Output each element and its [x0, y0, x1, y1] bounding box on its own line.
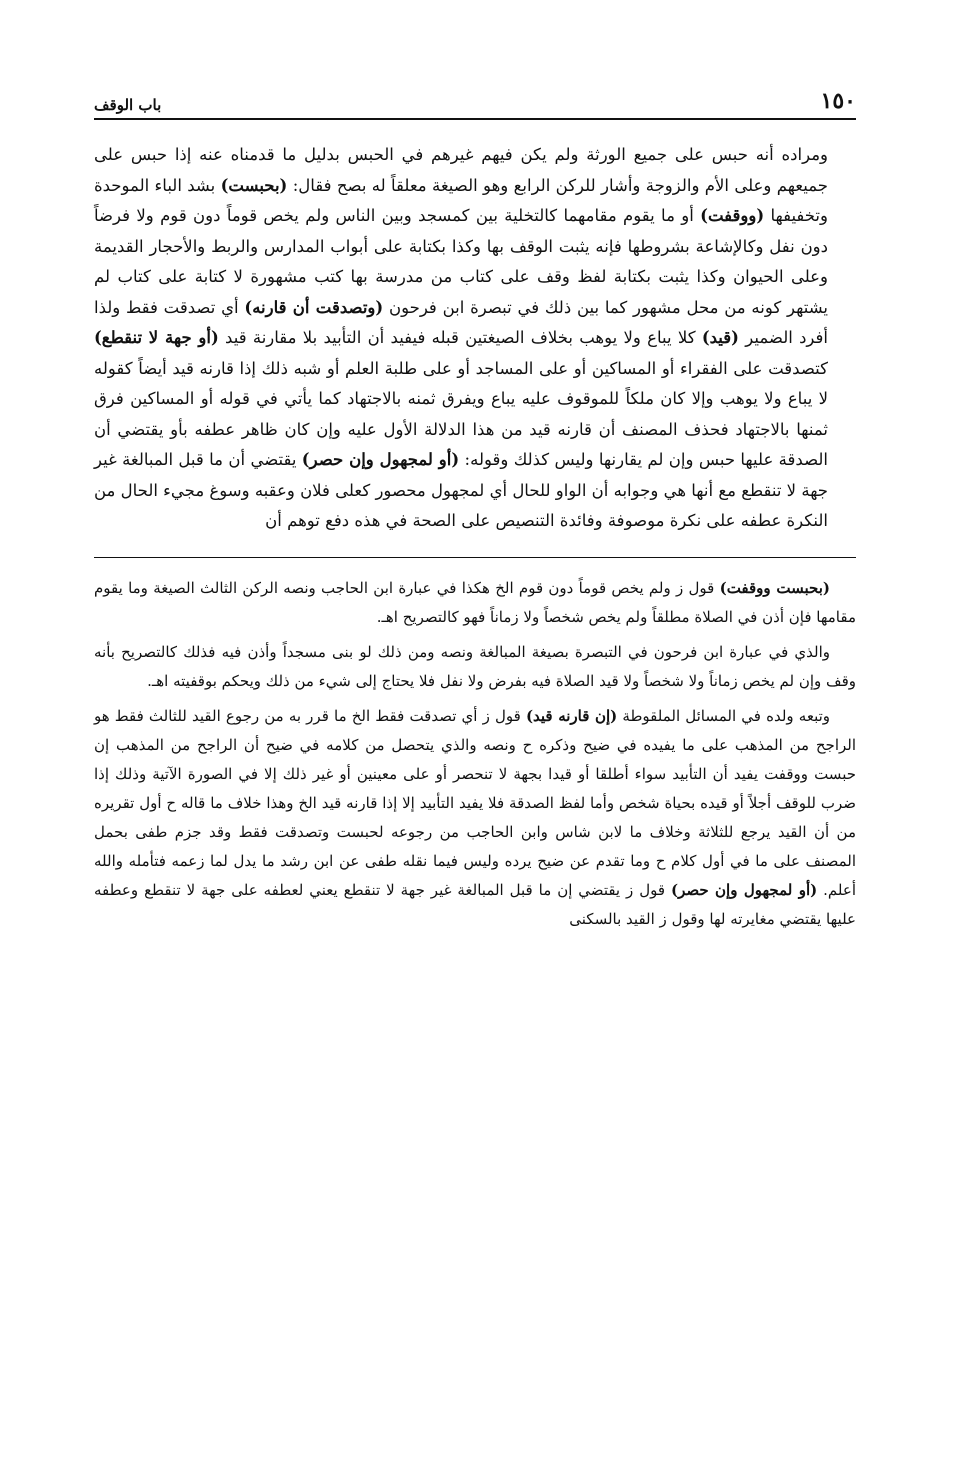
- term-run: (أو جهة لا تنقطع): [94, 328, 219, 347]
- term-run: (إن قارنه قيد): [525, 706, 618, 725]
- chapter-title: باب الوقف: [94, 96, 162, 114]
- footnotes: [94, 574, 856, 934]
- text-run: قول ز أي تصدقت فقط الخ ما قرر به من رجوع القيد للثالث فقط هو الراجح من المذهب على ما يفيده في ضيح وذكره ح ونصه والذي يتحصل من كلامه في ضيح أن الراجح من المذهب إن حبست ووقفت يفيد أن التأبيد سواء أطلقا أو قيدا بجهة لا تنحصر أو على معينين أو غير ذلك إلا في الصورة الآتية وذلك إذا ضرب للوقف أجلاً أو قيده بحياة شخص وأما لفظ الصدقة فلا يفيد التأبيد إلا إذا قارنه قيد الخ وهذا خلاف ما قاله ح أول تقريره من أن القيد يرجع للثلاثة وخلاف ما لابن شاس وابن الحاجب من رجوعه لحبست وتصدقت فقط وقد جزم طفى بحمل المصنف على ما في أول كلام ح وما تقدم عن ضيح يرده وليس فيما نقله طفى عن ابن رشد ما يدل لما زعمه فتأمله والله أعلم.: [94, 706, 857, 899]
- page-header: [94, 78, 856, 120]
- text-run: وتبعه ولده في المسائل الملقوطة: [617, 706, 831, 725]
- text-run: قول ز يقتضي إن ما قبل المبالغة غير جهة لا تنقطع يعني لعطفه على جهة لا تنقطع وعطفه عليها يقتضي مغايرته لها وقول ز القيد بالسكنى: [94, 880, 856, 928]
- text-run: والذي في عبارة ابن فرحون في التبصرة بصيغة المبالغة ونصه ومن ذلك لو بنى مسجداً وأذن فيه فذلك كالتصريح بأنه وقف وإن لم يخص زماناً ولا شخصاً ولا قيد الصلاة فيه بفرض ولا نفل فلا يحتاج إلى شيء من ذلك ويحكم بوقفيته اهـ.: [94, 642, 856, 690]
- text-run: يقتضي أن ما قبل المبالغة غير جهة لا تنقطع مع أنها هي وجوابه أن الواو للحال أي لمجهول محصور كعلى فلان وعقبه وسوغ مجيء الحال من النكرة عطفه على نكرة موصوفة وفائدة التنصيص على الصحة في هذه دفع توهم أن: [94, 450, 828, 530]
- main-paragraph: [94, 140, 856, 537]
- main-text: [94, 140, 856, 537]
- term-run: (وتصدقت أن قارنه): [244, 297, 384, 317]
- term-run: (بحبست): [220, 175, 288, 195]
- term-run: (ووقفت): [700, 206, 765, 225]
- footnote-paragraph: [94, 574, 856, 632]
- text-run: أو ما يقوم مقامهما كالتخلية بين كمسجد وبين الناس ولم يخص قوماً دون قوم ولا فرضاً دون نفل وكالإشاعة بشروطها فإنه يثبت الوقف بها وكذا بكتابة على أبواب المدارس والربط والأحجار القديمة وعلى الحيوان وكذا يثبت بكتابة لفظ وقف على كتاب من مدرسة بها كتب مشهورة لا كتابة على كتاب لم يشتهر كونه من محل مشهور كما بين ذلك في تبصرة ابن فرحون: [94, 206, 829, 317]
- page-number: ١٥٠: [820, 88, 856, 114]
- footnote-paragraph: [94, 702, 856, 934]
- text-run: أي تصدقت فقط ولذا أفرد الضمير: [94, 297, 829, 347]
- term-run: (أو لمجهول وإن حصر): [670, 880, 818, 899]
- text-run: بشد الباء الموحدة وتخفيفها: [94, 175, 828, 225]
- term-run: (أو لمجهول وإن حصر): [301, 450, 460, 469]
- footnote-divider: [94, 557, 856, 558]
- text-run: كلا يباع ولا يوهب بخلاف الصيغتين قبله فيفيد أن التأبيد بلا مقارنة قيد: [218, 328, 702, 347]
- term-run: (قيد): [701, 328, 739, 347]
- footnote-paragraph: [94, 638, 856, 696]
- text-run: قول ز ولم يخص قوماً دون قوم الخ هكذا في عبارة ابن الحاجب ونصه الركن الثالث الصيغة وما يقوم مقامها فإن أذن في الصلاة مطلقاً ولم يخص شخصاً ولا زماناً فهو كالتصريح اهـ.: [94, 578, 856, 626]
- page: [94, 78, 856, 940]
- text-run: كتصدقت على الفقراء أو المساكين أو على المساجد أو على طلبة العلم أو شبه ذلك إذا قارنه قيد أيضاً كقوله لا يباع ولا يوهب وإلا كان ملكاً للموقوف عليه يباع ويفرق ثمنه بالاجتهاد كما يأتي في قوله أو المساكين فرق ثمنها بالاجتهاد فحذف المصنف أن قارنه قيد من هذا الدلالة الأول عليه وإن كان ظاهر عطفه بأو يقتضي أن الصدقة عليها حبس وإن لم يقارنها وليس كذلك وقوله:: [94, 358, 828, 469]
- text-run: ومراده أنه حبس على جميع الورثة ولم يكن فيهم غيرهم في الحبس بدليل ما قدمناه عنه إذا حبس على جميعهم وعلى الأم والزوجة وأشار للركن الرابع وهو الصيغة معلقاً له بصح فقال:: [94, 145, 828, 195]
- term-run: (بحبست ووقفت): [719, 578, 830, 597]
